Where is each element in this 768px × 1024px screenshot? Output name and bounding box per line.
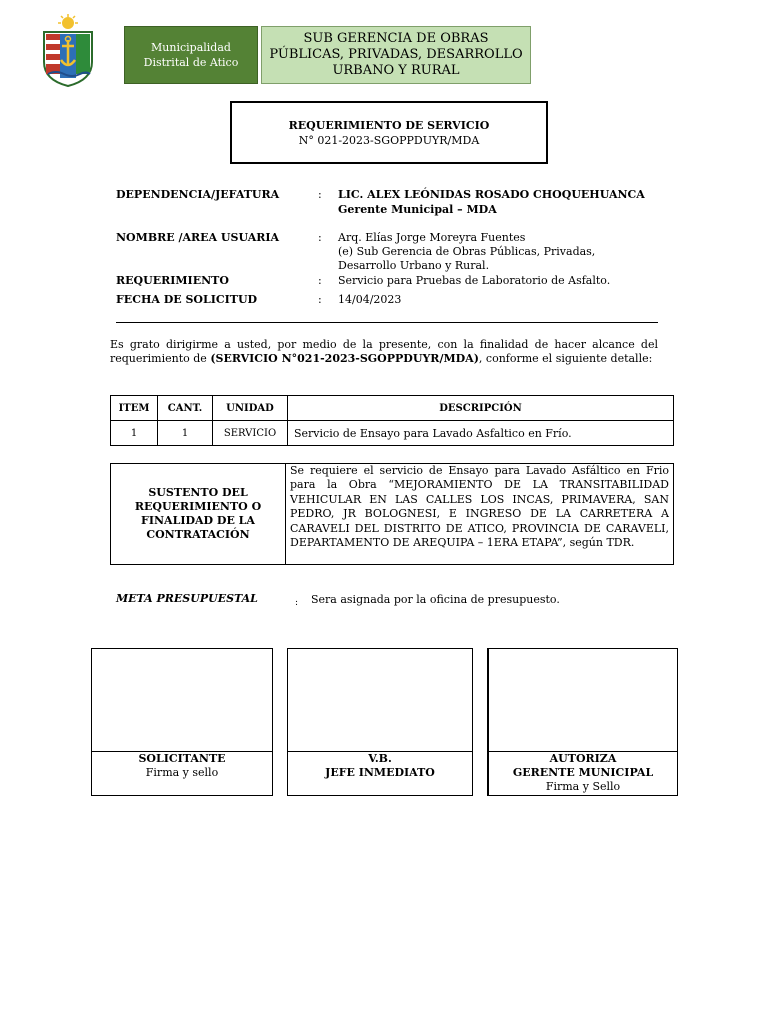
intro-text-bold: (SERVICIO N°021-2023-SGOPPDUYR/MDA) <box>210 352 479 365</box>
header-descripcion: DESCRIPCIÓN <box>288 396 674 421</box>
sustento-label-line4: CONTRATACIÓN <box>146 528 250 541</box>
signature-caption <box>288 751 472 795</box>
dependencia-value-role: Gerente Municipal – MDA <box>338 203 497 216</box>
signature-box-solicitante <box>91 648 273 796</box>
items-table-header <box>111 396 674 421</box>
fecha-label: FECHA DE SOLICITUD <box>116 293 258 306</box>
sustento-text: Se requiere el servicio de Ensayo para Lavado Asfáltico en Frio para la Obra “MEJORAMIENTO DE LA TRANSITABILIDAD VEHICULAR EN LAS CALLES LOS INCAS, PRIMAVERA, SAN PEDRO, JR BOLOGNESI, E INGRESO DE LA CARRETERA A CARAVELI DEL DISTRITO DE ATICO, PROVINCIA DE CARAVELI, DEPARTAMENTO DE AREQUIPA – 1ERA ETAPA”, según TDR. <box>290 464 669 550</box>
signature-title: AUTORIZA <box>549 752 617 765</box>
dependencia-value-name: LIC. ALEX LEÓNIDAS ROSADO CHOQUEHUANCA <box>338 188 645 201</box>
signature-area <box>92 649 272 751</box>
nombre-label: NOMBRE /AREA USUARIA <box>116 231 280 244</box>
signature-line2: JEFE INMEDIATO <box>325 766 435 779</box>
document-title-box <box>230 101 548 164</box>
requerimiento-value: Servicio para Pruebas de Laboratorio de Asfalto. <box>338 274 611 287</box>
sustento-box <box>110 463 674 565</box>
intro-text-before: Es grato dirigirme a usted, por medio de la presente, con la finalidad de hacer alcance del requerimiento de <box>110 338 658 365</box>
sustento-label-line3: FINALIDAD DE LA <box>141 514 255 527</box>
signature-title: SOLICITANTE <box>138 752 226 765</box>
signature-line2: Firma y sello <box>145 766 219 779</box>
meta-colon: : <box>295 598 299 608</box>
fecha-value: 14/04/2023 <box>338 293 402 306</box>
requerimiento-colon: : <box>318 274 322 287</box>
header-unidad: UNIDAD <box>213 396 288 421</box>
municipality-line2: Distrital de Atico <box>143 56 239 69</box>
nombre-value-office1: (e) Sub Gerencia de Obras Públicas, Privadas, <box>338 245 596 258</box>
table-row <box>111 421 674 446</box>
signature-area <box>489 649 677 751</box>
office-line1: SUB GERENCIA DE OBRAS <box>303 31 489 46</box>
row-descripcion: Servicio de Ensayo para Lavado Asfaltico en Frío. <box>288 421 674 446</box>
sustento-label <box>111 464 286 564</box>
dependencia-label: DEPENDENCIA/JEFATURA <box>116 188 280 201</box>
signature-caption <box>92 751 272 795</box>
row-unidad: SERVICIO <box>213 421 288 446</box>
meta-label: META PRESUPUESTAL <box>116 592 258 605</box>
sustento-label-line2: REQUERIMIENTO O <box>134 500 262 513</box>
office-box <box>261 26 531 84</box>
document-title: REQUERIMIENTO DE SERVICIO <box>288 118 490 132</box>
office-line2: PÚBLICAS, PRIVADAS, DESARROLLO <box>269 47 523 62</box>
requerimiento-label: REQUERIMIENTO <box>116 274 229 287</box>
nombre-value-office2: Desarrollo Urbano y Rural. <box>338 259 490 272</box>
nombre-value-name: Arq. Elías Jorge Moreyra Fuentes <box>338 231 526 244</box>
fecha-colon: : <box>318 293 322 306</box>
municipality-box <box>124 26 258 84</box>
row-cant: 1 <box>158 421 213 446</box>
row-item: 1 <box>111 421 158 446</box>
meta-value: Sera asignada por la oficina de presupuesto. <box>311 593 560 606</box>
dependencia-colon: : <box>318 188 322 201</box>
items-table <box>110 395 674 446</box>
header-cant: CANT. <box>158 396 213 421</box>
sustento-label-line1: SUSTENTO DEL <box>148 486 248 499</box>
nombre-colon: : <box>318 231 322 244</box>
signature-box-vb <box>287 648 473 796</box>
coat-of-arms-icon <box>36 14 100 88</box>
municipality-line1: Municipalidad <box>151 41 231 54</box>
signature-line2: GERENTE MUNICIPAL <box>512 766 654 779</box>
header-item: ITEM <box>111 396 158 421</box>
intro-paragraph <box>110 338 658 366</box>
signature-title: V.B. <box>368 752 392 765</box>
signature-box-autoriza <box>487 648 678 796</box>
divider-line <box>116 322 658 323</box>
signature-line3: Firma y Sello <box>545 780 621 793</box>
intro-text-after: , conforme el siguiente detalle: <box>478 352 653 365</box>
signature-caption <box>489 751 677 795</box>
document-number: N° 021-2023-SGOPPDUYR/MDA <box>298 133 480 147</box>
signature-area <box>288 649 472 751</box>
office-line3: URBANO Y RURAL <box>332 63 460 78</box>
